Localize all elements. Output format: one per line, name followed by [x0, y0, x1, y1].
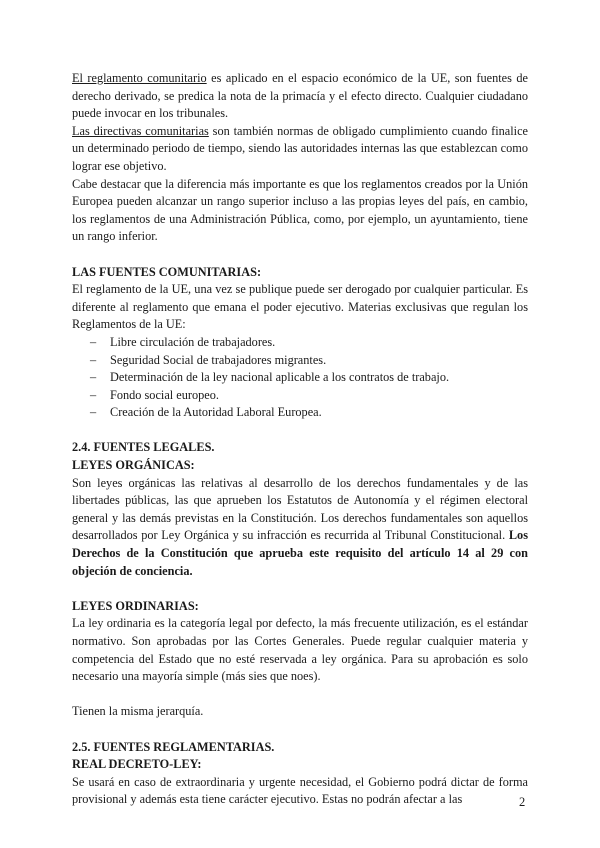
paragraph-text: son también normas de obligado cumplimiento cuando finalice un determinado periodo de tiempo, siendo las autoridades internas las que establezcan como lograr ese objetivo. — [72, 123, 528, 173]
paragraph-diferencia: Cabe destacar que la diferencia más importante es que los reglamentos creados por la Unión Europea pueden alcanzar un rango superior incluso a las propias leyes del país, en cambio, los reglamentos de una Administración Pública, como, por ejemplo, un ayuntamiento, tiene un rango inferior. — [72, 176, 528, 244]
heading-real-decreto-ley: REAL DECRETO-LEY: — [72, 757, 202, 772]
heading-fuentes-comunitarias: LAS FUENTES COMUNITARIAS: — [72, 264, 262, 279]
paragraph-real-decreto-ley: Se usará en caso de extraordinaria y urgente necesidad, el Gobierno podrá dictar de forma provisional y además esta tiene carácter ejecutivo. Estas no podrán afectar a las — [72, 774, 528, 807]
paragraph-text: es aplicado en el espacio económico de la UE, son fuentes de derecho derivado, se predica la nota de la primacía y el efecto directo. Cualquier ciudadano puede invocar en los tribunales. — [72, 71, 529, 121]
paragraph-reglamento-comunitario — [72, 70, 528, 123]
section-title-fuentes-reglamentarias: 2.5. FUENTES REGLAMENTARIAS. — [72, 739, 275, 754]
heading-leyes-organicas: LEYES ORGÁNICAS: — [72, 458, 195, 473]
list-item: – Determinación de la ley nacional aplicable a los contratos de trabajo. — [72, 369, 528, 387]
page-number: 2 — [519, 795, 526, 809]
paragraph-leyes-organicas — [72, 475, 528, 581]
list-item: – Fondo social europeo. — [72, 387, 528, 405]
bold-emphasis: Los Derechos de la Constitución que aprueba este requisito del artículo 14 al 29 con objeción de conciencia. — [72, 528, 528, 578]
page-content — [72, 70, 528, 809]
term-directivas-comunitarias: Las directivas comunitarias — [72, 123, 209, 138]
paragraph-leyes-ordinarias: La ley ordinaria es la categoría legal por defecto, la más frecuente utilización, es el estándar normativo. Son aprobadas por las Cortes Generales. Puede regular cualquier materia y competencia del Estado que no esté reservada a ley orgánica. Para su aprobación es solo necesario una mayoría simple (más sies que noes). — [72, 616, 528, 684]
list-materias-exclusivas — [72, 334, 528, 422]
paragraph-text: Son leyes orgánicas las relativas al desarrollo de los derechos fundamentales y de las libertades públicas, las que aprueben los Estatutos de Autonomía y el régimen electoral general y las demás previstas en la Constitución. Los derechos fundamentales son aquellos desarrollados por Ley Orgánica y su infracción es recurrida al Tribunal Constitucional. — [72, 475, 528, 543]
section-title-fuentes-legales: 2.4. FUENTES LEGALES. — [72, 440, 215, 455]
note-misma-jerarquia: Tienen la misma jerarquía. — [72, 704, 204, 719]
list-item: – Seguridad Social de trabajadores migrantes. — [72, 352, 528, 370]
list-item: – Libre circulación de trabajadores. — [72, 334, 528, 352]
paragraph-directivas-comunitarias — [72, 123, 528, 176]
paragraph-fuentes-comunitarias: El reglamento de la UE, una vez se publique puede ser derogado por cualquier particular. Es diferente al reglamento que emana el poder ejecutivo. Materias exclusivas que regulan los Reglamentos de la UE: — [72, 282, 528, 332]
term-reglamento-comunitario: El reglamento comunitario — [72, 71, 207, 85]
heading-leyes-ordinarias: LEYES ORDINARIAS: — [72, 598, 199, 613]
list-item: – Creación de la Autoridad Laboral Europea. — [72, 404, 528, 422]
